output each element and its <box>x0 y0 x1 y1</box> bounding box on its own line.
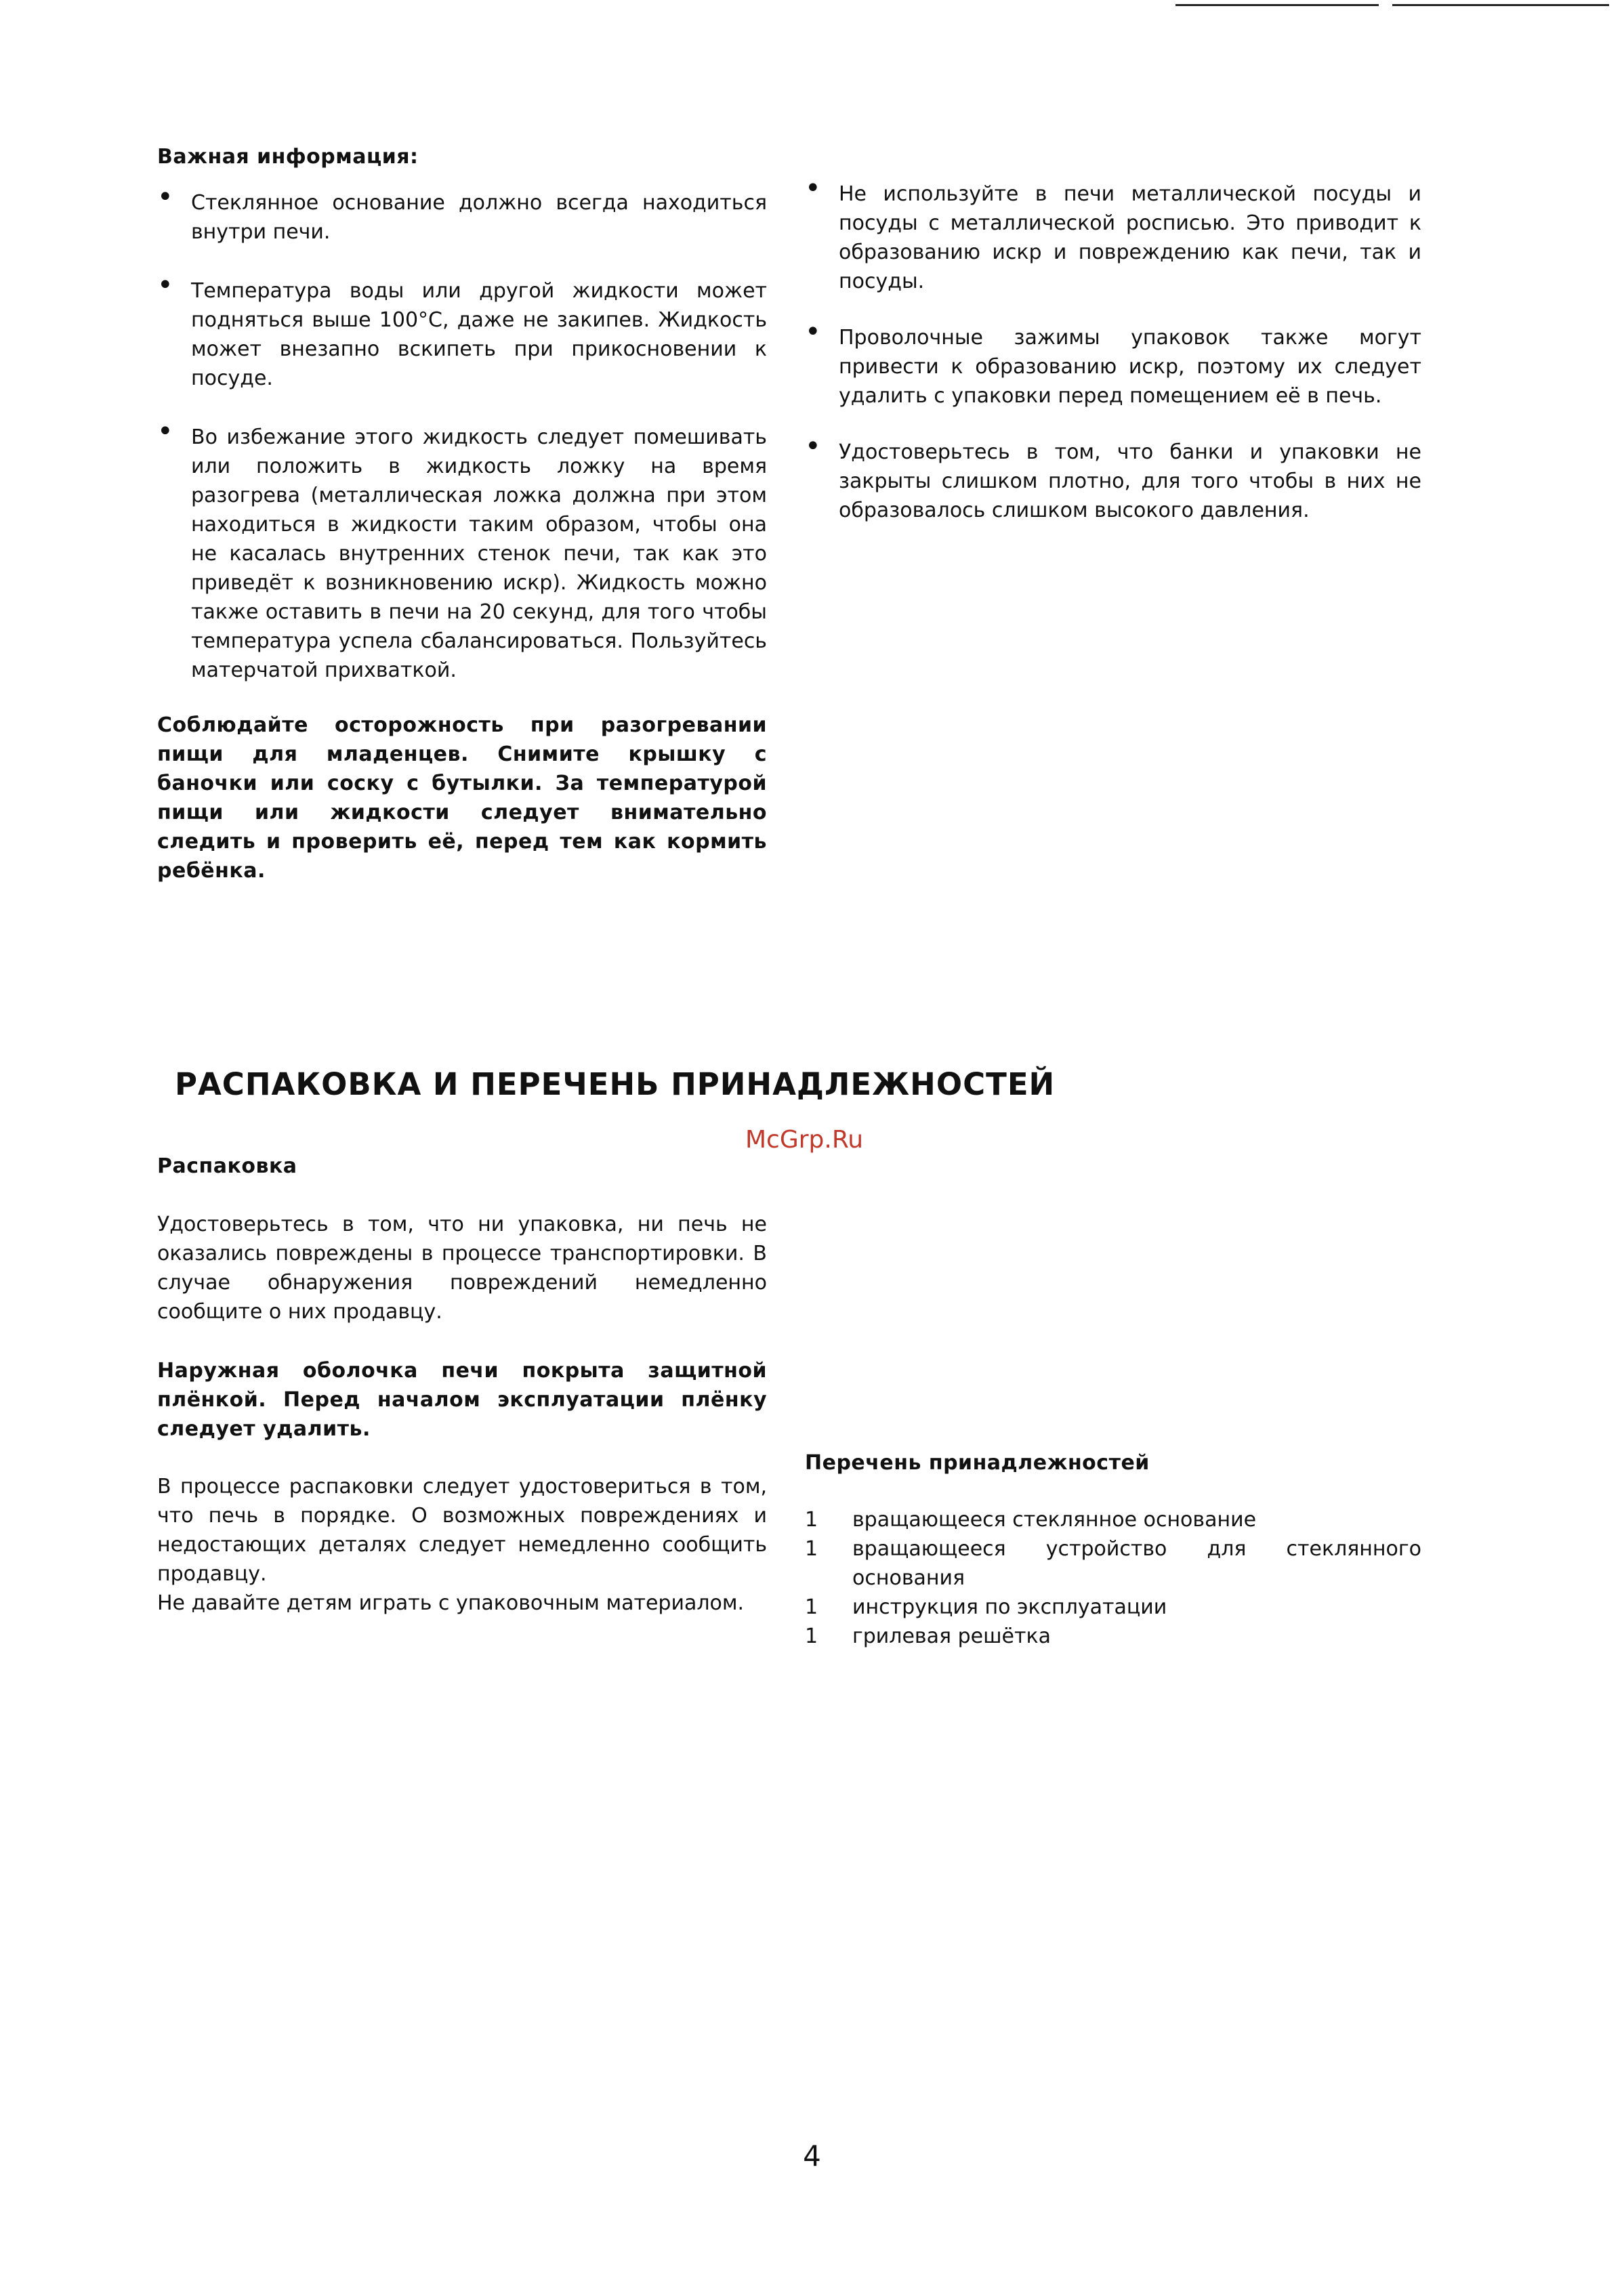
important-left-list <box>157 188 767 685</box>
list-item: • Стеклянное основание должно всегда находиться внутри печи. <box>157 188 767 247</box>
section-title: РАСПАКОВКА И ПЕРЕЧЕНЬ ПРИНАДЛЕЖНОСТЕЙ <box>175 1066 1056 1102</box>
list-item: • Проволочные зажимы упаковок также могут привести к образованию искр, поэтому их следует удалить с упаковки перед помещением её в печь. <box>805 323 1421 411</box>
important-heading: Важная информация: <box>157 145 419 169</box>
accessory-name: вращающееся устройство для стеклянного основания <box>852 1537 1421 1590</box>
accessory-name: инструкция по эксплуатации <box>852 1595 1167 1619</box>
unpacking-heading: Распаковка <box>157 1154 297 1178</box>
accessory-item <box>805 1534 1421 1593</box>
accessories-heading: Перечень принадлежностей <box>805 1451 1150 1475</box>
unpacking-check-paragraph: В процессе распаковки следует удостовериться в том, что печь в порядке. О возможных повреждениях и недостающих деталях следует немедленно сообщить продавцу. <box>157 1475 767 1586</box>
accessory-item <box>805 1505 1421 1534</box>
accessory-name: вращающееся стеклянное основание <box>852 1508 1257 1532</box>
watermark-text: McGrp.Ru <box>745 1126 864 1154</box>
list-item: • Температура воды или другой жидкости может подняться выше 100°С, даже не закипев. Жидкость может внезапно вскипеть при прикосновении к посуде. <box>157 276 767 393</box>
accessory-qty: 1 <box>805 1595 818 1619</box>
important-right-list <box>805 180 1421 525</box>
list-item: • Удостоверьтесь в том, что банки и упаковки не закрыты слишком плотно, для того чтобы в них не образовалось слишком высокого давления. <box>805 438 1421 525</box>
scan-top-line <box>1392 4 1609 6</box>
accessory-item <box>805 1622 1421 1651</box>
scan-top-line <box>1175 4 1379 6</box>
important-right-column <box>805 180 1421 552</box>
accessory-qty: 1 <box>805 1508 818 1532</box>
list-item: • Во избежание этого жидкость следует помешивать или положить в жидкость ложку на время разогрева (металлическая ложка должна при этом находиться в жидкости таким образом, чтобы она не касалась внутренних стенок печи, так как это приведёт к возникновению искр). Жидкость можно также оставить в печи на 20 секунд, для того чтобы температура успела сбалансироваться. Пользуйтесь матерчатой прихваткой. <box>157 423 767 685</box>
accessory-item <box>805 1593 1421 1622</box>
accessory-qty: 1 <box>805 1624 818 1648</box>
page-number: 4 <box>803 2139 821 2173</box>
accessory-qty: 1 <box>805 1537 818 1561</box>
important-left-column <box>157 142 767 885</box>
children-warning-paragraph: Не давайте детям играть с упаковочным материалом. <box>157 1591 745 1615</box>
protective-film-warning: Наружная оболочка печи покрыта защитной плёнкой. Перед началом эксплуатации плёнку следует удалить. <box>157 1359 767 1441</box>
unpacking-paragraph: Удостоверьтесь в том, что ни упаковка, ни печь не оказались повреждены в процессе транспортировки. В случае обнаружения повреждений немедленно сообщите о них продавцу. <box>157 1213 767 1324</box>
accessories-list <box>805 1505 1421 1651</box>
accessories-column <box>805 1448 1421 1651</box>
accessory-name: грилевая решётка <box>852 1624 1051 1648</box>
baby-food-warning: Соблюдайте осторожность при разогревании пищи для младенцев. Снимите крышку с баночки или соску с бутылки. За температурой пищи или жидкости следует внимательно следить и проверить её, перед тем как кормить ребёнка. <box>157 713 767 883</box>
unpacking-column <box>157 1152 767 1618</box>
list-item: • Не используйте в печи металлической посуды и посуды с металлической росписью. Это приводит к образованию искр и повреждению как печи, так и посуды. <box>805 180 1421 296</box>
